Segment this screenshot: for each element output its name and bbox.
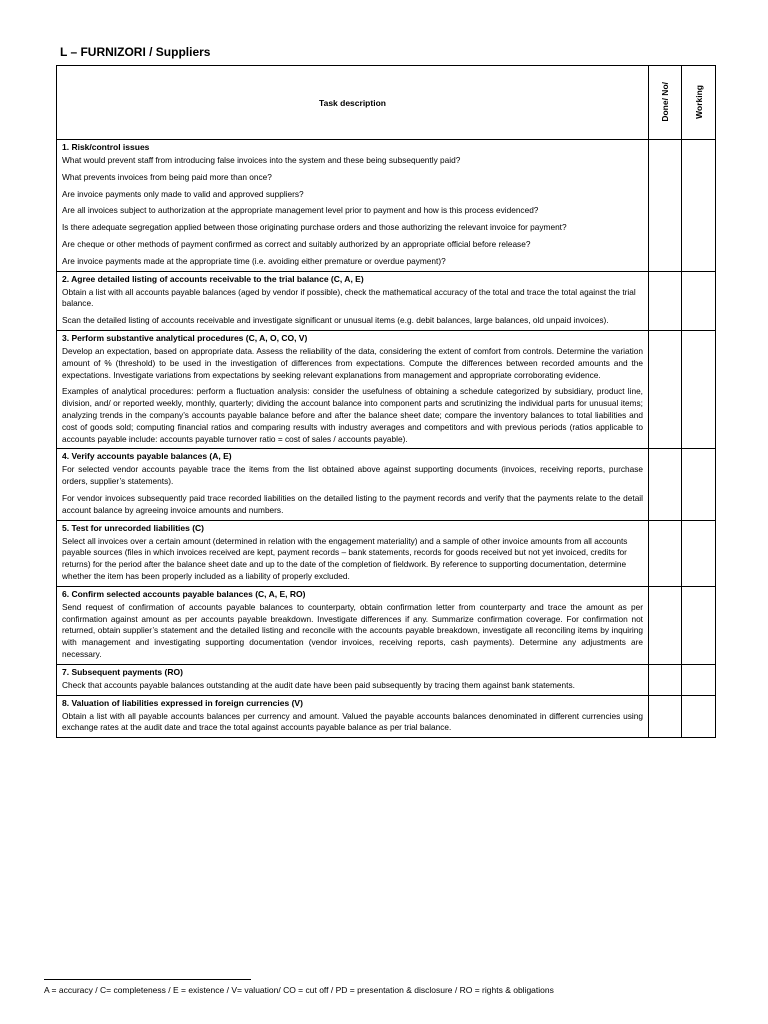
section-row	[57, 271, 716, 330]
task-item: Send request of confirmation of accounts payable balances to counterparty, obtain confirmation letter from counterparty and trace the amount as per confirmation against amount as per accounts payable breakdown. Investigate differences if any. Summarize confirmation coverage. For confirmation not returned, obtain supplier’s statement and the detailed listing and reconcile with the accounts payable breakdown, investigate all reconciling items by inquiring with management and investigating supporting documentation (vendor invoices, receiving reports, cash payments). Determine any adjustments are necessary.	[62, 601, 643, 659]
footnote-legend: A = accuracy / C= completeness / E = existence / V= valuation/ CO = cut off / PD = presentation & disclosure / RO = rights & obligations	[44, 985, 554, 995]
section-row	[57, 695, 716, 738]
table-header-row	[57, 66, 716, 140]
section-title: 1. Risk/control issues	[62, 142, 150, 152]
working-cell[interactable]	[682, 664, 716, 695]
task-item: Develop an expectation, based on appropriate data. Assess the reliability of the data, considering the extent of comfort from controls. Determine the variation amount of % (threshold) to be used in the investigation of differences from expectations. Compute the differences between recorded amounts and the expectations. Investigate variations from expectations by seeking relevant explanations from management and appropriate corroborating evidence.	[62, 345, 643, 380]
section-title: 8. Valuation of liabilities expressed in foreign currencies (V)	[62, 697, 303, 708]
section-cell	[57, 520, 649, 586]
task-item: Is there adequate segregation applied between those originating purchase orders and those authorizing the relevant invoice for payment?	[62, 222, 567, 233]
done-cell[interactable]	[649, 695, 682, 738]
section-row	[57, 664, 716, 695]
task-item: What prevents invoices from being paid more than once?	[62, 171, 272, 182]
section-title: 5. Test for unrecorded liabilities (C)	[62, 522, 205, 533]
task-item: Obtain a list with all accounts payable balances (aged by vendor if possible), check the mathematical accuracy of the total and trace the total against the trial balance.	[62, 286, 636, 309]
task-description-header	[57, 66, 649, 140]
section-row	[57, 520, 716, 586]
section-cell	[57, 586, 649, 664]
done-cell[interactable]	[649, 449, 682, 520]
section-row	[57, 140, 716, 272]
section-cell	[57, 271, 649, 330]
task-item: Obtain a list with all payable accounts balances per currency and amount. Valued the payable accounts balances denominated in different currencies using exchange rates at the audit date and trace the total against accounts payable balance as per trial balance.	[62, 710, 643, 733]
task-item: Select all invoices over a certain amount (determined in relation with the engagement materiality) and a sample of other invoice amounts from all accounts payable sources (files in which invoices received are kept, payment records – bank statements, records for goods received but not yet invoiced, credits for returns) for the period after the balance sheet date and up to the date of the completion of fieldwork. By reference to supporting documentation, determine whether the item has been properly included as a liability of properly excluded.	[62, 535, 628, 581]
working-cell[interactable]	[682, 140, 716, 272]
task-item: For vendor invoices subsequently paid trace recorded liabilities on the detailed listing to the payment records and verify that the payments relate to the detail account balance by agreeing invoice amounts and numbers.	[62, 492, 643, 515]
done-cell[interactable]	[649, 330, 682, 448]
section-title: 2. Agree detailed listing of accounts receivable to the trial balance (C, A, E)	[62, 273, 364, 284]
section-cell	[57, 449, 649, 520]
working-cell[interactable]	[682, 695, 716, 738]
task-item: Are all invoices subject to authorization at the appropriate management level prior to payment and how is this process evidenced?	[62, 205, 539, 216]
section-row	[57, 449, 716, 520]
working-header	[682, 66, 716, 140]
working-cell[interactable]	[682, 586, 716, 664]
working-cell[interactable]	[682, 449, 716, 520]
working-cell[interactable]	[682, 520, 716, 586]
task-item: For selected vendor accounts payable trace the items from the list obtained above against supporting documents (invoices, receiving reports, purchase orders, supplier’s statements).	[62, 464, 643, 487]
section-title: 3. Perform substantive analytical procedures (C, A, O, CO, V)	[62, 332, 308, 343]
task-item: Are invoice payments made at the appropriate time (i.e. avoiding either premature or overdue payment)?	[62, 255, 446, 266]
footnote-divider	[44, 979, 251, 980]
working-cell[interactable]	[682, 330, 716, 448]
task-item: Check that accounts payable balances outstanding at the audit date have been paid subsequently by tracing them against bank statements.	[62, 679, 575, 690]
section-row	[57, 586, 716, 664]
task-item: Are cheque or other methods of payment confirmed as correct and suitably authorized by an appropriate official before release?	[62, 238, 531, 249]
working-cell[interactable]	[682, 271, 716, 330]
done-cell[interactable]	[649, 664, 682, 695]
done-label: Done/ No/	[660, 81, 670, 122]
audit-checklist-table	[56, 65, 716, 738]
task-item: Examples of analytical procedures: perform a fluctuation analysis: consider the usefulness of obtaining a schedule categorized by subsidiary, product line, division, and/ or reported weekly, monthly, quarterly; dividing the account balance into component parts and scrutinizing the individual parts for unusual items; analyzing trends in the company’s accounts payable balance before and after the balance sheet date; compare the inventory balances to total liabilities and cost of goods sold; computing financial ratios and comparing results with industry averages and competitors and with previous periods (ratios applicable to accounts payable include: accounts payable turnover ratio = cost of sales / accounts payable).	[62, 386, 643, 444]
done-cell[interactable]	[649, 586, 682, 664]
task-item: Are invoice payments only made to valid and approved suppliers?	[62, 188, 304, 199]
done-cell[interactable]	[649, 271, 682, 330]
section-cell	[57, 140, 649, 272]
working-label: Working	[693, 84, 704, 119]
section-title: 6. Confirm selected accounts payable balances (C, A, E, RO)	[62, 588, 306, 599]
task-description-label: Task description	[319, 97, 386, 108]
task-item: Scan the detailed listing of accounts receivable and investigate significant or unusual items (e.g. debit balances, large balances, old unpaid invoices).	[62, 315, 609, 326]
section-cell	[57, 330, 649, 448]
task-item: What would prevent staff from introducing false invoices into the system and these being subsequently paid?	[62, 155, 461, 165]
done-cell[interactable]	[649, 520, 682, 586]
section-cell	[57, 664, 649, 695]
done-header	[649, 66, 682, 140]
section-title: 4. Verify accounts payable balances (A, E)	[62, 451, 232, 462]
section-row	[57, 330, 716, 448]
section-title: 7. Subsequent payments (RO)	[62, 666, 183, 677]
section-cell	[57, 695, 649, 738]
done-cell[interactable]	[649, 140, 682, 272]
page-title: L – FURNIZORI / Suppliers	[60, 45, 211, 59]
